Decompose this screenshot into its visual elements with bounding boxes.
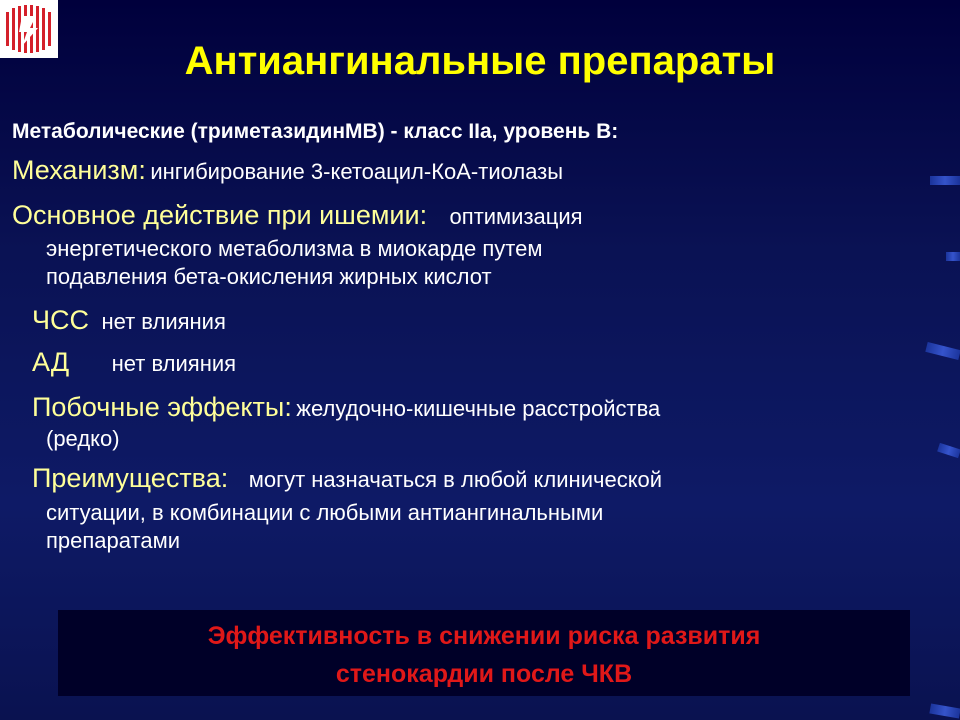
bp-text: нет влияния (111, 351, 237, 376)
mechanism-text: ингибирование 3-кетоацил-КоА-тиолазы (150, 159, 564, 184)
decor-streak-4 (937, 443, 960, 458)
main-action-text-1: оптимизация (449, 204, 583, 229)
advantages-row (32, 463, 662, 494)
decor-streak-5 (929, 703, 960, 718)
mechanism-row (12, 155, 563, 186)
side-effects-row (32, 392, 660, 423)
bp-label: АД (32, 347, 70, 377)
side-effects-text-1: желудочно-кишечные расстройства (296, 396, 661, 421)
hr-text: нет влияния (101, 309, 226, 334)
main-action-text-2: энергетического метаболизма в миокарде путем (46, 236, 543, 261)
decor-streak-1 (930, 176, 960, 185)
decor-streak-2 (946, 252, 960, 261)
note-box (58, 610, 910, 696)
advantages-text-2: ситуации, в комбинации с любыми антиангинальными (46, 500, 604, 525)
side-effects-text-2: (редко) (46, 426, 120, 451)
advantages-label: Преимущества: (32, 463, 229, 493)
hr-label: ЧСС (32, 305, 89, 335)
note-line-2: стенокардии после ЧКВ (335, 660, 633, 688)
side-effects-label: Побочные эффекты: (32, 392, 292, 422)
advantages-text-3: препаратами (46, 528, 180, 553)
hr-row (32, 305, 226, 336)
note-line-1: Эффективность в снижении риска развития (207, 622, 761, 650)
bp-row (32, 347, 236, 378)
decor-streak-3 (925, 342, 960, 360)
page-title: Антиангинальные препараты (184, 39, 776, 83)
mechanism-label: Механизм: (12, 155, 146, 185)
subtitle: Метаболические (триметазидинМВ) - класс IIa, уровень В: (12, 120, 619, 143)
advantages-text-1: могут назначаться в любой клинической (248, 467, 663, 492)
main-action-text-3: подавления бета-окисления жирных кислот (46, 264, 492, 289)
main-action-label: Основное действие при ишемии: (12, 200, 428, 230)
main-action-row (12, 200, 583, 231)
